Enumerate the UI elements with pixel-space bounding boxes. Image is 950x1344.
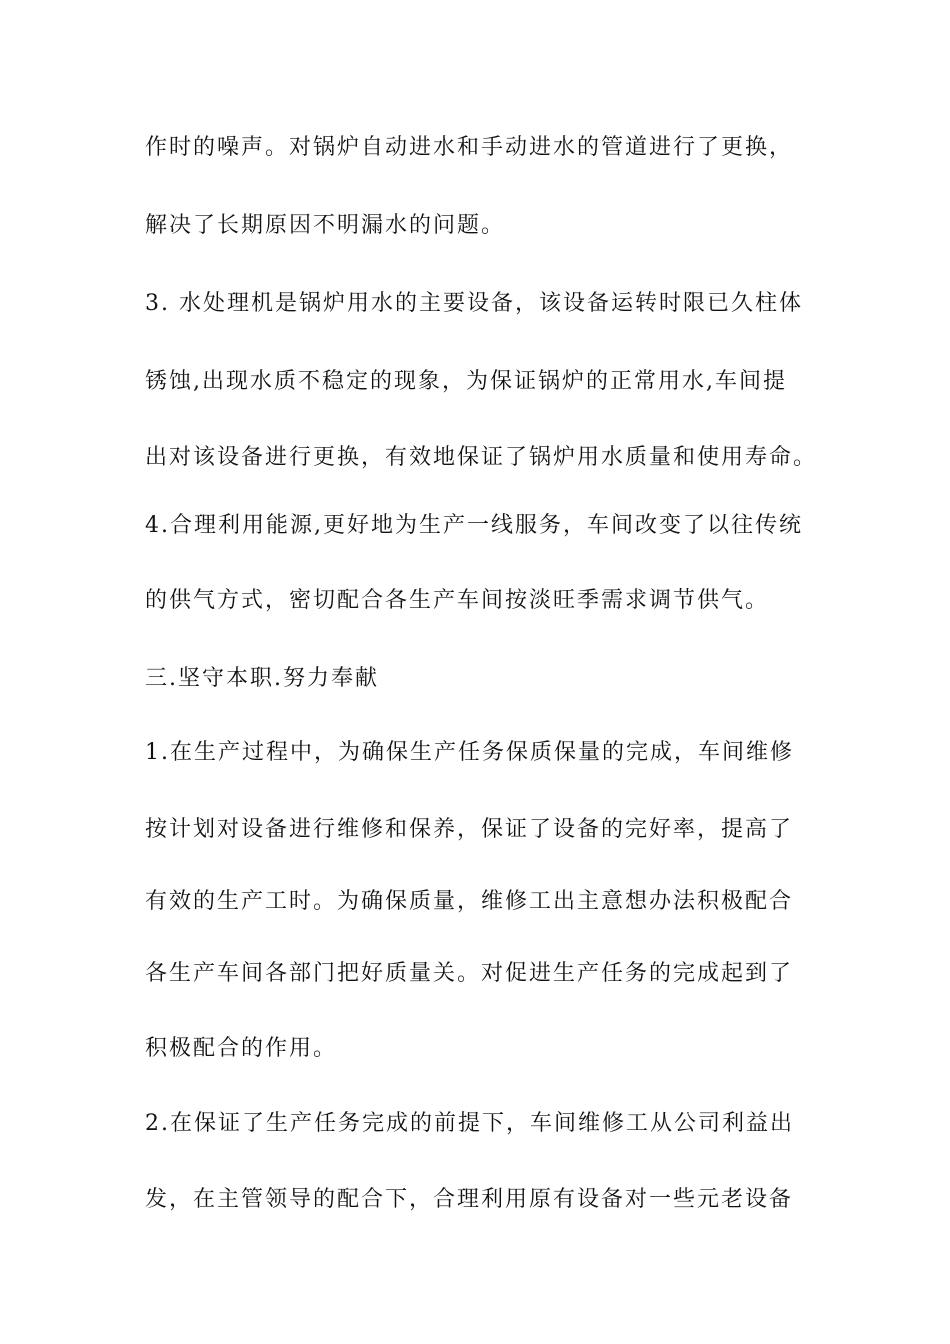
list-item-4-line: 4.合理利用能源,更好地为生产一线服务，车间改变了以往传统 — [145, 513, 803, 538]
section-heading: 三.坚守本职.努力奉献 — [145, 666, 379, 691]
text-line: 按计划对设备进行维修和保养，保证了设备的完好率，提高了 — [145, 817, 794, 842]
text-line: 发，在主管领导的配合下，合理利用原有设备对一些元老设备 — [145, 1187, 794, 1212]
text-line: 作时的噪声。对锅炉自动进水和手动进水的管道进行了更换， — [145, 135, 794, 160]
list-item-1-line: 1.在生产过程中，为确保生产任务保质保量的完成，车间维修 — [145, 740, 794, 765]
text-line: 的供气方式，密切配合各生产车间按淡旺季需求调节供气。 — [145, 588, 770, 613]
text-line: 解决了长期原因不明漏水的问题。 — [145, 213, 506, 238]
text-line: 有效的生产工时。为确保质量，维修工出主意想办法积极配合 — [145, 889, 794, 914]
text-line: 积极配合的作用。 — [145, 1036, 338, 1061]
list-item-3-line: 3. 水处理机是锅炉用水的主要设备，该设备运转时限已久柱体 — [145, 291, 803, 316]
text-line: 锈蚀,出现水质不稳定的现象，为保证锅炉的正常用水,车间提 — [145, 369, 787, 394]
text-line: 出对该设备进行更换，有效地保证了锅炉用水质量和使用寿命。 — [145, 445, 818, 470]
list-item-2-line: 2.在保证了生产任务完成的前提下，车间维修工从公司利益出 — [145, 1111, 794, 1136]
text-line: 各生产车间各部门把好质量关。对促进生产任务的完成起到了 — [145, 961, 794, 986]
